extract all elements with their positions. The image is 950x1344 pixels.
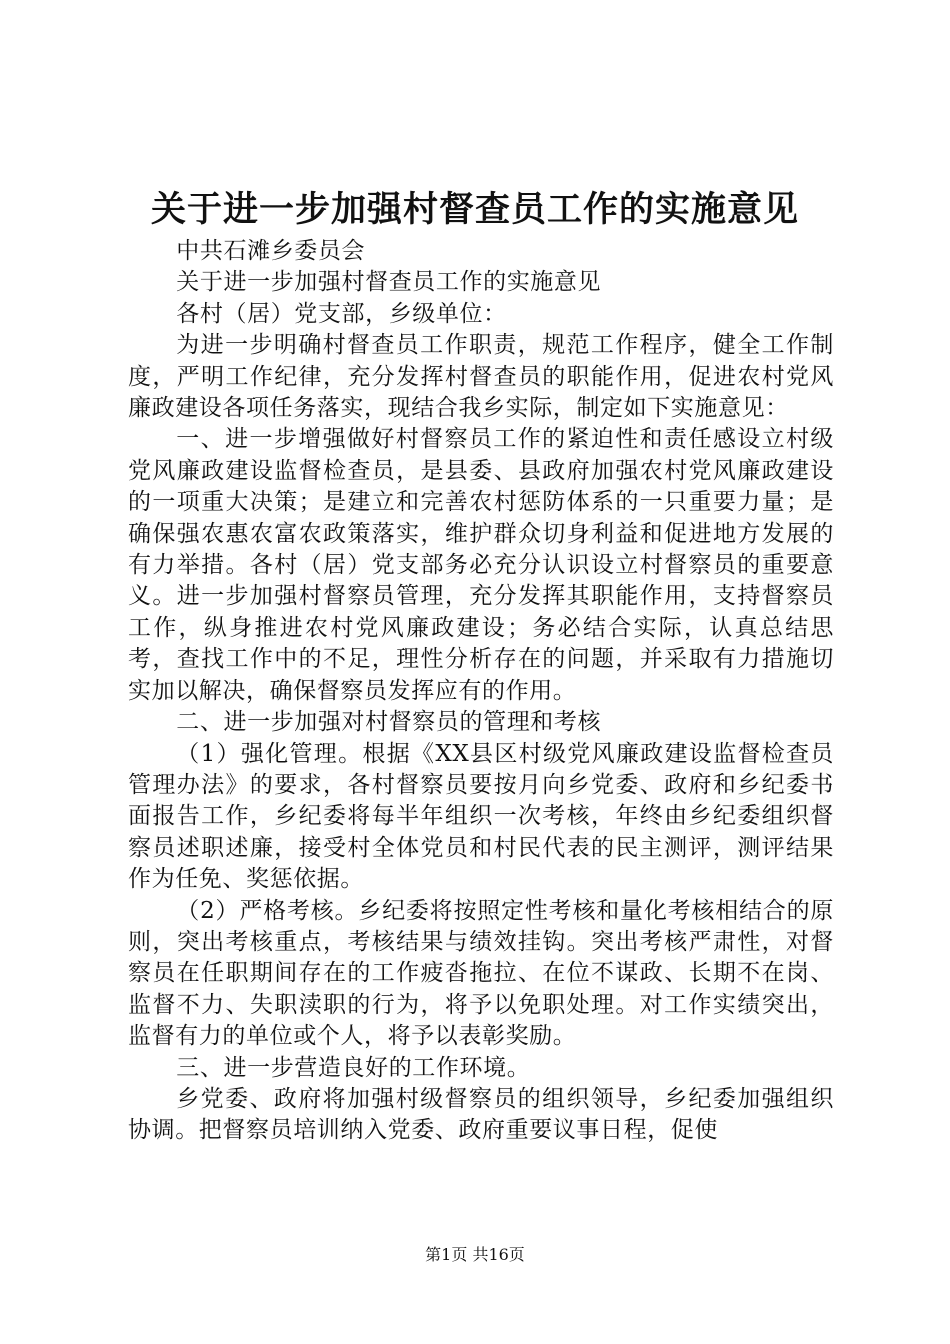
heading-section-three: 三、进一步营造良好的工作环境。	[176, 1054, 531, 1081]
salutation-line: 各村（居）党支部，乡级单位：	[176, 300, 507, 327]
paragraph-section-one: 一、进一步增强做好村督察员工作的紧迫性和责任感设立村级党风廉政建设监督检查员，是县委、县政府加强农村党风廉政建设的一项重大决策；是建立和完善农村惩防体系的一只重要力量；是确保强农惠农富农政策落实，维护群众切身利益和促进地方发展的有力举措。各村（居）党支部务必充分认识设立村督察员的重要意义。进一步加强村督察员管理，充分发挥其职能作用，支持督察员工作，纵身推进农村党风廉政建设；务必结合实际，认真总结思考，查找工作中的不足，理性分析存在的问题，并采取有力措施切实加以解决，确保督察员发挥应有的作用。	[128, 426, 834, 704]
paragraph-management: （1）强化管理。根据《XX县区村级党风廉政建设监督检查员管理办法》的要求，各村督察员要按月向乡党委、政府和乡纪委书面报告工作，乡纪委将每半年组织一次考核，年终由乡纪委组织督察员述职述廉，接受村全体党员和村民代表的民主测评，测评结果作为任免、奖惩依据。	[128, 740, 834, 893]
paragraph-environment: 乡党委、政府将加强村级督察员的组织领导，乡纪委加强组织协调。把督察员培训纳入党委、政府重要议事日程，促使	[128, 1085, 834, 1144]
page-number: 第1页 共16页	[425, 1245, 525, 1264]
heading-section-two: 二、进一步加强对村督察员的管理和考核	[176, 709, 602, 736]
paragraph-assessment: （2）严格考核。乡纪委将按照定性考核和量化考核相结合的原则，突出考核重点，考核结果与绩效挂钩。突出考核严肃性，对督察员在任职期间存在的工作疲沓拖拉、在位不谋政、长期不在岗、监督不力、失职渎职的行为，将予以免职处理。对工作实绩突出，监督有力的单位或个人，将予以表彰奖励。	[128, 897, 834, 1050]
document-body	[128, 236, 834, 1147]
document-title: 关于进一步加强村督查员工作的实施意见	[150, 189, 799, 230]
issuer-line: 中共石滩乡委员会	[176, 238, 366, 264]
subtitle-line: 关于进一步加强村督查员工作的实施意见	[176, 269, 602, 296]
paragraph-intro: 为进一步明确村督查员工作职责，规范工作程序，健全工作制度，严明工作纪律，充分发挥村督查员的职能作用，促进农村党风廉政建设各项任务落实，现结合我乡实际，制定如下实施意见：	[128, 332, 834, 422]
